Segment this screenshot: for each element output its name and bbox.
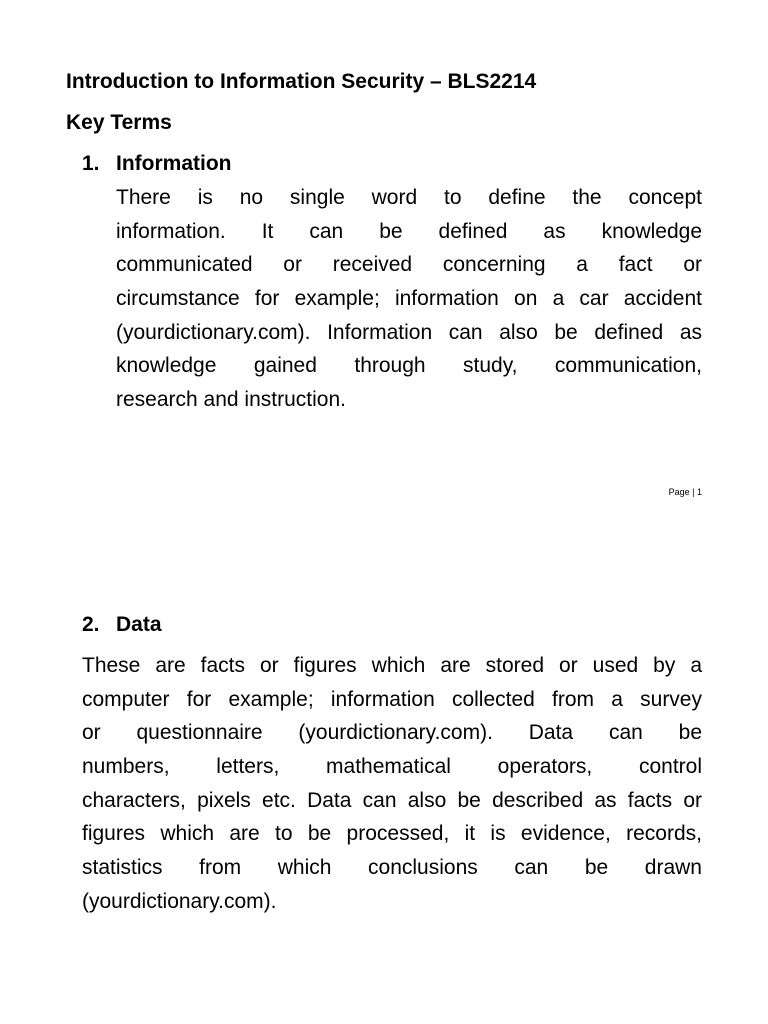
paragraph-line: or questionnaire (yourdictionary.com). Data can be [82, 721, 702, 745]
paragraph-line: knowledge gained through study, communication, [116, 354, 702, 378]
page-number: Page | 1 [668, 487, 702, 497]
paragraph-line: These are facts or figures which are stored or used by a [82, 654, 702, 677]
section-paragraph-information [116, 181, 702, 417]
section-heading-information [82, 149, 232, 179]
paragraph-line: statistics from which conclusions can be drawn [82, 856, 702, 880]
section-number: 1. [82, 152, 100, 175]
paragraph-line: There is no single word to define the concept [116, 186, 702, 209]
paragraph-line: figures which are to be processed, it is evidence, records, [82, 822, 702, 846]
document-title: Introduction to Information Security – BLS2214 [66, 70, 537, 93]
paragraph-line: communicated or received concerning a fact or [116, 253, 702, 277]
section-heading-data [82, 610, 162, 640]
paragraph-line: circumstance for example; information on a car accident [116, 287, 702, 311]
paragraph-line: characters, pixels etc. Data can also be described as facts or [82, 788, 702, 812]
section-number: 2. [82, 613, 100, 636]
section-heading-text: Information [116, 152, 232, 175]
document-subtitle: Key Terms [66, 111, 172, 134]
paragraph-line: numbers, letters, mathematical operators, control [82, 755, 702, 779]
section-heading-text: Data [116, 613, 162, 636]
section-paragraph-data [82, 649, 702, 919]
paragraph-line: information. It can be defined as knowledge [116, 219, 702, 243]
paragraph-line: research and instruction. [116, 388, 346, 412]
paragraph-line: computer for example; information collected from a survey [82, 687, 702, 711]
paragraph-line: (yourdictionary.com). Information can also be defined as [116, 320, 702, 344]
paragraph-line: (yourdictionary.com). [82, 889, 277, 913]
